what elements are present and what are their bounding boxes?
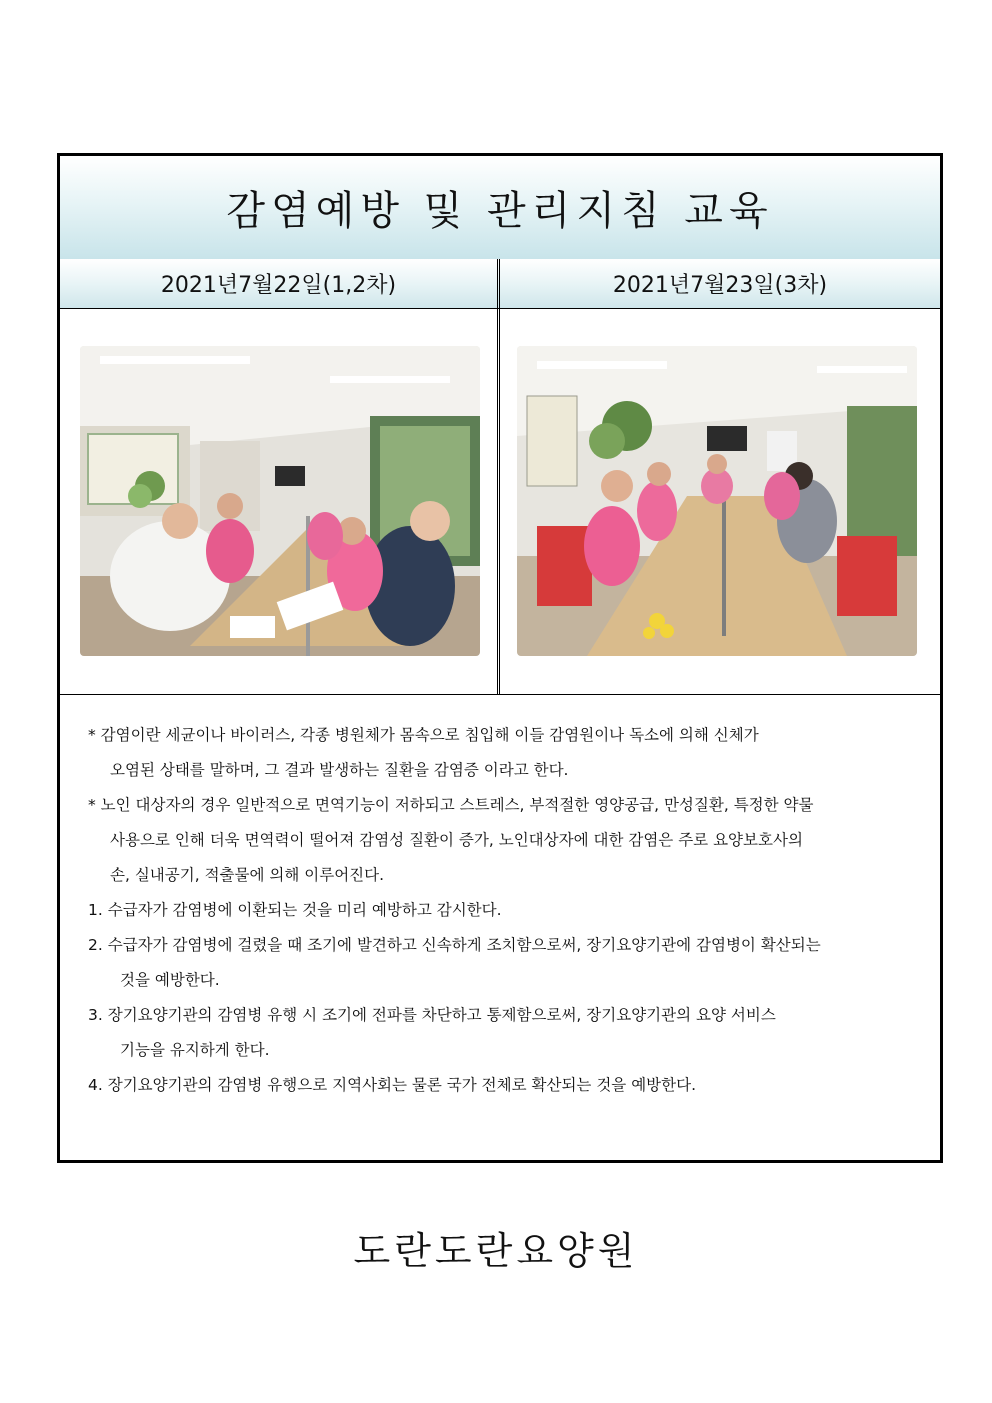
numbered-item: 1. 수급자가 감염병에 이환되는 것을 미리 예방하고 감시한다.	[88, 901, 502, 919]
organization-name: 도란도란요양원	[353, 1229, 639, 1273]
body-text	[60, 694, 940, 1103]
photo-cell-1	[60, 308, 500, 694]
photo-row	[60, 308, 940, 695]
session-date-1: 2021년7월22일(1,2차)	[60, 259, 500, 308]
date-row	[60, 259, 940, 309]
session-photo-1	[80, 346, 480, 656]
session-date-2: 2021년7월23일(3차)	[500, 259, 940, 308]
text-line: * 노인 대상자의 경우 일반적으로 면역기능이 저하되고 스트레스, 부적절한 영양공급, 만성질환, 특정한 약물	[88, 796, 814, 814]
numbered-item: 4. 장기요양기관의 감염병 유행으로 지역사회는 물론 국가 전체로 확산되는 것을 예방한다.	[88, 1076, 697, 1094]
title-bar	[60, 156, 940, 261]
numbered-item: 2. 수급자가 감염병에 걸렸을 때 조기에 발견하고 신속하게 조치함으로써, 장기요양기관에 감염병이 확산되는	[88, 936, 821, 954]
notice-sheet	[57, 153, 943, 1163]
session-photo-2	[517, 346, 917, 656]
numbered-item: 3. 장기요양기관의 감염병 유행 시 조기에 전파를 차단하고 통제함으로써, 장기요양기관의 요양 서비스	[88, 1006, 776, 1024]
page-title: 감염예방 및 관리지침 교육	[226, 188, 774, 234]
text-line: 손, 실내공기, 적출물에 의해 이루어진다.	[110, 866, 385, 884]
text-line: * 감염이란 세균이나 바이러스, 각종 병원체가 몸속으로 침입해 이들 감염원이나 독소에 의해 신체가	[88, 726, 759, 744]
photo-cell-2	[500, 308, 940, 694]
text-line: 오염된 상태를 말하며, 그 결과 발생하는 질환을 감염증 이라고 한다.	[110, 761, 569, 779]
text-line: 사용으로 인해 더욱 면역력이 떨어져 감염성 질환이 증가, 노인대상자에 대한 감염은 주로 요양보호사의	[110, 831, 803, 849]
text-line: 것을 예방한다.	[120, 971, 220, 989]
text-line: 기능을 유지하게 한다.	[120, 1041, 270, 1059]
